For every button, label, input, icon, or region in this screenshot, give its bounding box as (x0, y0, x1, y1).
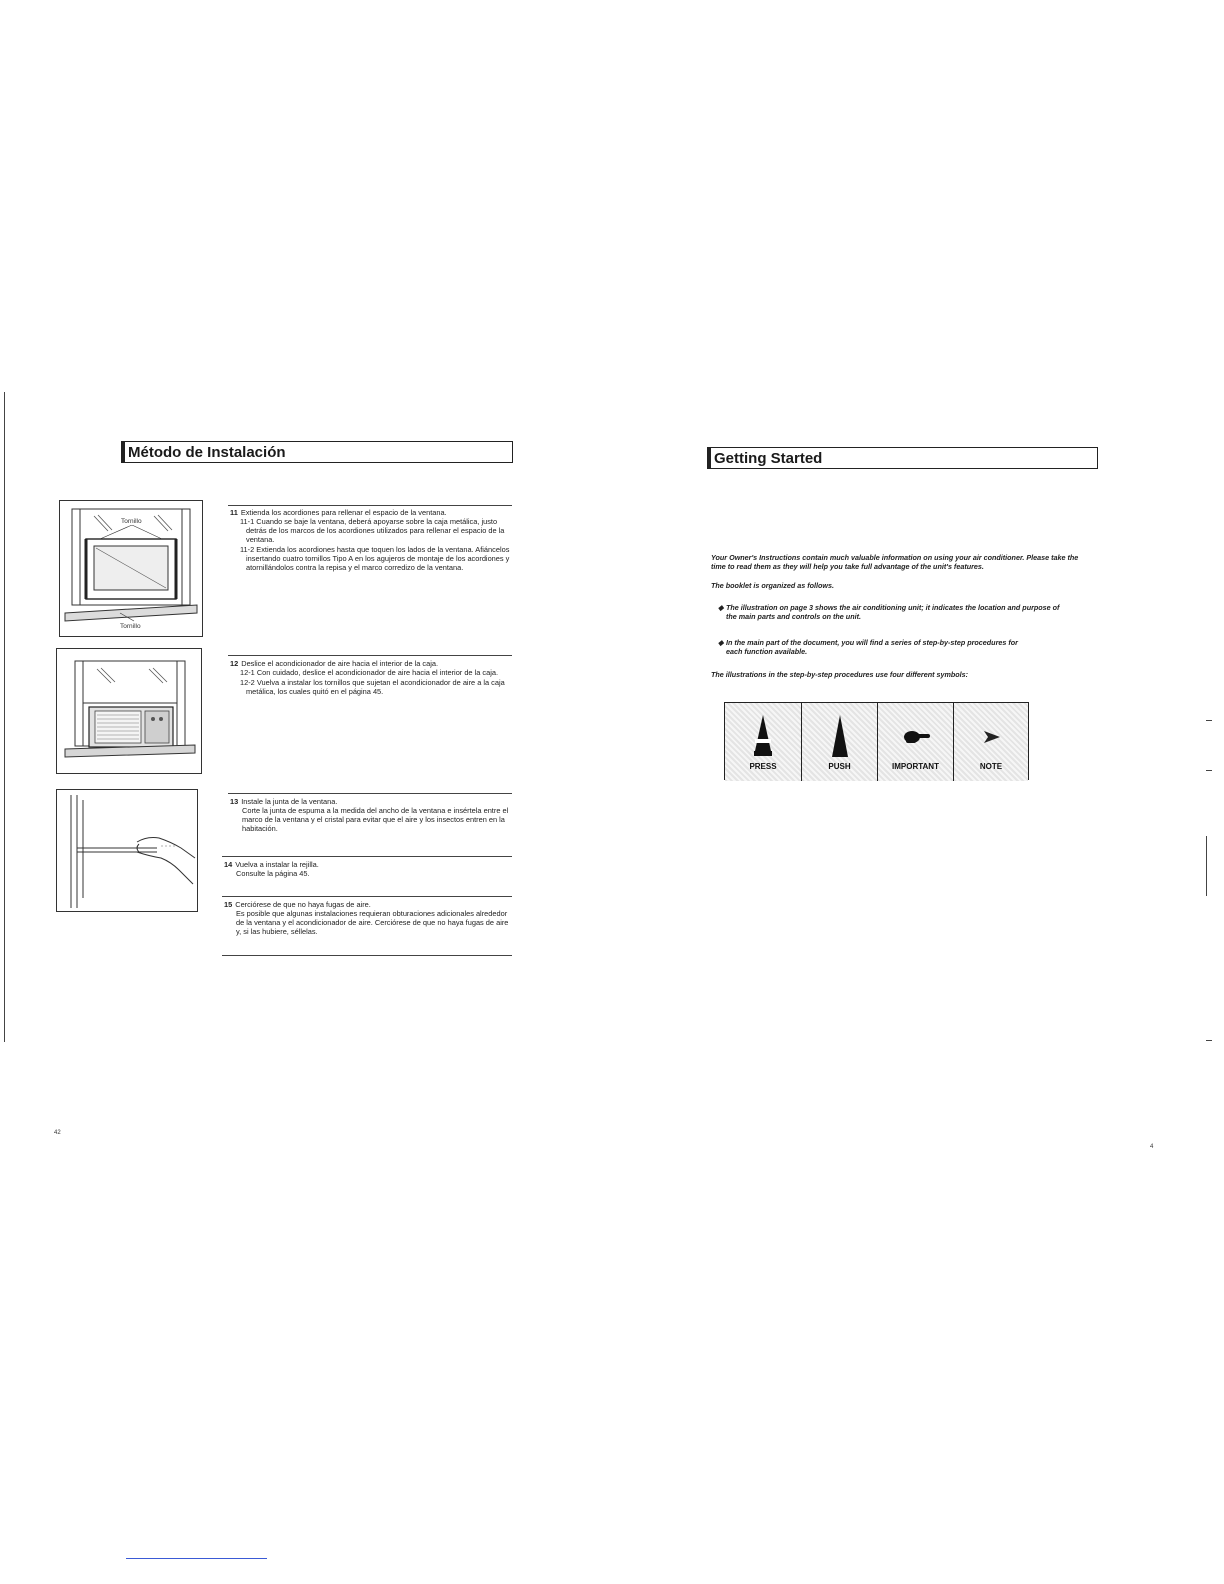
air-conditioner-in-window-illustration (57, 649, 201, 773)
organized-text: The booklet is organized as follows. (711, 581, 835, 590)
intro-paragraph: Your Owner's Instructions contain much valuable information on using your air conditioner. Please take the time to read them as they will help you take full advantage of the unit's features. (711, 553, 1079, 571)
divider-step-14 (222, 856, 512, 857)
substep: 12-2 Vuelva a instalar los tornillos que sujetan el acondicionador de aire a la caja metálica, los cuales quitó en el página 45. (240, 678, 505, 696)
symbol-note (954, 703, 1028, 781)
step-body: Consulte la página 45. (236, 869, 310, 878)
step-heading: Deslice el acondicionador de aire hacia el interior de la caja. (241, 659, 439, 668)
hand-inserting-foam-seal-illustration (57, 790, 197, 911)
symbol-label: PUSH (828, 762, 851, 771)
step-heading: Instale la junta de la ventana. (241, 797, 338, 806)
left-page-number: 42 (54, 1130, 61, 1136)
note-arrow-icon (954, 707, 1028, 767)
step-number: 15 (224, 900, 233, 909)
left-page-title (121, 441, 513, 463)
substep: 12-1 Con cuidado, deslice el acondicionador de aire hacia el interior de la caja. (240, 668, 499, 677)
symbols-intro: The illustrations in the step-by-step procedures use four different symbols: (711, 670, 969, 679)
step-body: Es posible que algunas instalaciones requieran obturaciones adicionales alrededor de la ventana y el acondicionador de aire. Cerciórese de que no haya fugas de aire y, si las hubiere, séllelas. (236, 909, 509, 936)
figure-accordion-install (59, 500, 203, 637)
symbol-important (878, 703, 954, 781)
symbol-label: IMPORTANT (892, 762, 939, 771)
right-edge-tick (1206, 770, 1212, 771)
push-arrow-icon (802, 707, 878, 767)
step-number: 13 (230, 797, 239, 806)
divider-step-15 (222, 896, 512, 897)
bullet-item-2 (718, 638, 1026, 656)
divider-step-13 (228, 793, 512, 794)
symbol-push (802, 703, 878, 781)
bullet-text: The illustration on page 3 shows the air conditioning unit; it indicates the location and purpose of the main parts and controls on the unit. (726, 603, 1060, 621)
divider-step-12 (228, 655, 512, 656)
step-number: 14 (224, 860, 233, 869)
right-page-title (707, 447, 1098, 469)
step-14 (224, 860, 512, 878)
right-page-title-text: Getting Started (714, 450, 823, 467)
right-edge-tick (1206, 836, 1207, 896)
right-edge-tick (1206, 720, 1212, 721)
step-11 (230, 508, 514, 573)
bullet-item-1 (718, 603, 1066, 621)
symbol-label: PRESS (749, 762, 777, 771)
step-body: Corte la junta de espuma a la medida del ancho de la ventana e insértela entre el marco de la ventana y el cristal para evitar que el aire y los insectos entren en la habitación. (242, 806, 509, 833)
substep: 11-2 Extienda los acordiones hasta que toquen los lados de la ventana. Afiáncelos insertando cuatro tornillos Tipo A en los agujeros de montaje de los acordiones y atornillándolos contra la repisa y el marco corredizo de la ventana. (240, 545, 510, 572)
symbols-legend (724, 702, 1029, 780)
symbol-press (725, 703, 802, 781)
diamond-bullet-icon: ◆ (718, 638, 724, 647)
symbol-label: NOTE (979, 762, 1003, 771)
press-arrow-icon (725, 707, 801, 767)
pointing-hand-icon (878, 707, 954, 767)
divider-step-11 (228, 505, 512, 506)
step-number: 11 (230, 508, 238, 517)
divider-end (222, 955, 512, 956)
step-13 (230, 797, 512, 833)
screw-label-bottom: Tornillo (120, 623, 141, 630)
bottom-link-underline (126, 1558, 267, 1559)
left-page-title-text: Método de Instalación (128, 444, 286, 461)
figure-window-seal (56, 789, 198, 912)
substep: 11-1 Cuando se baje la ventana, deberá apoyarse sobre la caja metálica, justo detrás de los marcos de los acordiones utilizados para rellenar el espacio de la ventana. (240, 517, 505, 544)
right-edge-tick (1206, 1040, 1212, 1041)
step-heading: Extienda los acordiones para rellenar el espacio de la ventana. (240, 508, 447, 517)
left-edge-line (4, 392, 5, 1042)
diamond-bullet-icon: ◆ (718, 603, 724, 612)
step-heading: Vuelva a instalar la rejilla. (235, 860, 319, 869)
step-15 (224, 900, 512, 936)
step-number: 12 (230, 659, 239, 668)
right-page-number: 4 (1150, 1144, 1154, 1150)
screw-label-top: Tornillo (121, 518, 142, 525)
step-12 (230, 659, 512, 697)
figure-slide-unit (56, 648, 202, 774)
bullet-text: In the main part of the document, you will find a series of step-by-step procedures for each function available. (726, 638, 1018, 656)
step-heading: Cerciórese de que no haya fugas de aire. (235, 900, 371, 909)
